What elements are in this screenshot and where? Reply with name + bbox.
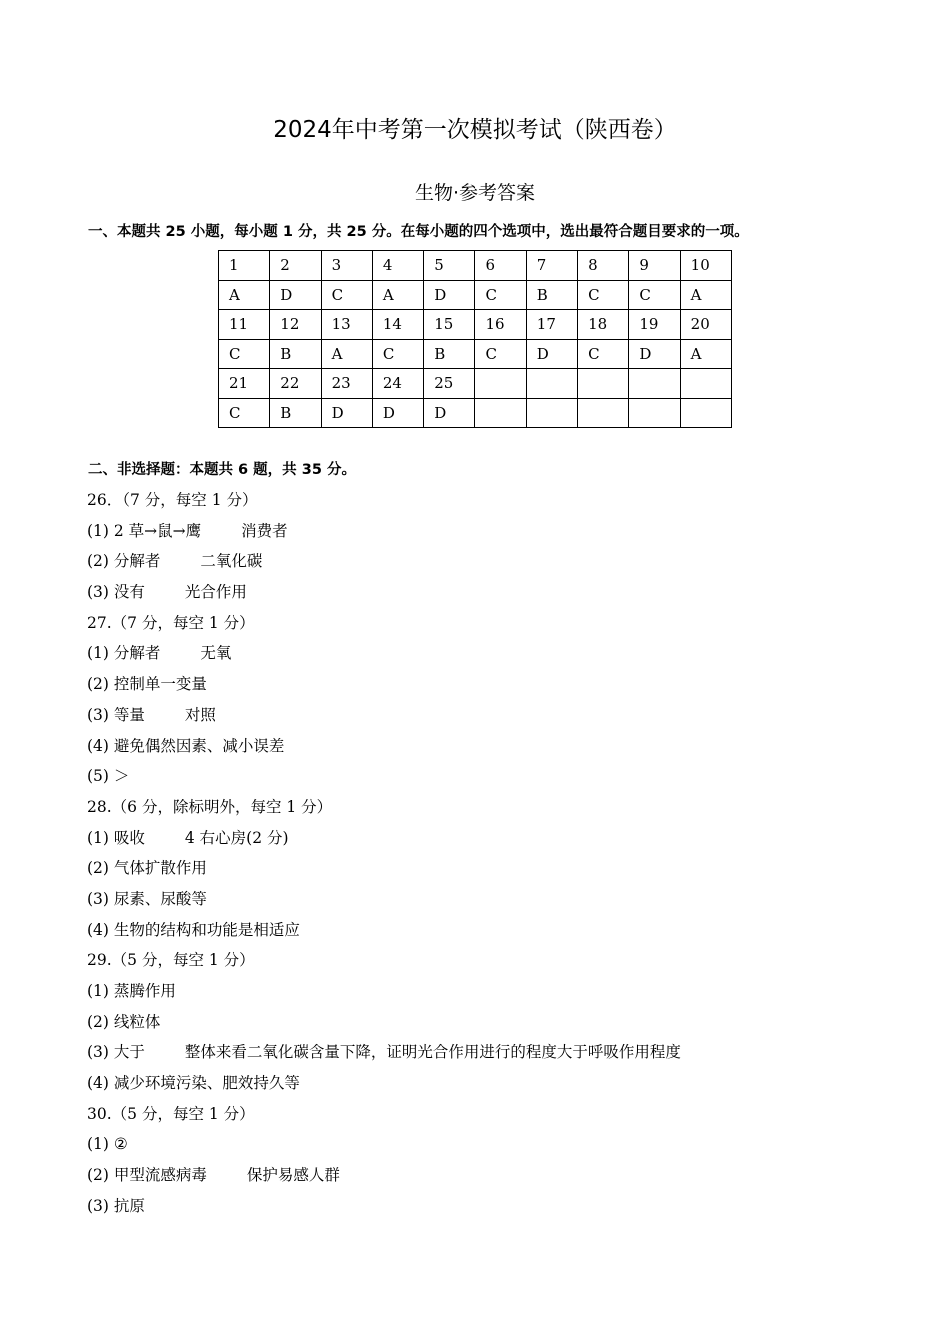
answer-cell: C xyxy=(219,339,270,369)
answer-cell: A xyxy=(680,339,731,369)
question-number-cell: 11 xyxy=(219,310,270,340)
answer-text: (3) 等量 xyxy=(87,705,145,724)
answer-cell: C xyxy=(578,280,629,310)
answer-text: (3) 尿素、尿酸等 xyxy=(87,889,207,908)
answer-cell: A xyxy=(219,280,270,310)
answer-text: (2) 气体扩散作用 xyxy=(87,859,207,878)
question-number-cell: 4 xyxy=(372,251,423,281)
question-number-cell: 5 xyxy=(424,251,475,281)
answer-text-extra: 对照 xyxy=(184,705,216,724)
answer-line xyxy=(87,976,917,1007)
answer-text: (3) 抗原 xyxy=(87,1196,145,1215)
answer-cell xyxy=(680,398,731,428)
answer-cell: B xyxy=(424,339,475,369)
answer-cell: B xyxy=(270,398,321,428)
question-number-cell: 6 xyxy=(475,251,526,281)
answer-line xyxy=(87,761,917,792)
page-subtitle: 生物·参考答案 xyxy=(414,182,536,204)
answer-cell xyxy=(526,398,577,428)
answer-text: 29.（5 分，每空 1 分） xyxy=(87,951,255,970)
answer-line xyxy=(87,546,917,577)
question-number-cell: 8 xyxy=(578,251,629,281)
answer-cell: B xyxy=(526,280,577,310)
answer-cell: D xyxy=(526,339,577,369)
answer-text: (5) ＞ xyxy=(87,767,130,786)
answer-line xyxy=(87,1160,917,1191)
answer-text-extra: 无氧 xyxy=(200,644,232,663)
answer-cell xyxy=(629,398,680,428)
answer-text: 27.（7 分，每空 1 分） xyxy=(87,613,255,632)
answer-table xyxy=(218,250,732,428)
question-number-cell xyxy=(475,369,526,399)
question-number-cell: 24 xyxy=(372,369,423,399)
answer-text: (3) 没有 xyxy=(87,583,145,602)
question-number-cell xyxy=(526,369,577,399)
answer-text-extra: 整体来看二氧化碳含量下降，证明光合作用进行的程度大于呼吸作用程度 xyxy=(184,1043,681,1062)
question-number-cell: 19 xyxy=(629,310,680,340)
answer-line xyxy=(87,853,917,884)
answer-cell: D xyxy=(372,398,423,428)
answer-line xyxy=(87,638,917,669)
question-number-cell: 23 xyxy=(321,369,372,399)
question-number-cell: 16 xyxy=(475,310,526,340)
answer-text: (4) 减少环境污染、肥效持久等 xyxy=(87,1074,300,1093)
question-number-cell: 7 xyxy=(526,251,577,281)
answer-line xyxy=(87,608,917,639)
answer-cell: D xyxy=(424,280,475,310)
question-number-cell: 18 xyxy=(578,310,629,340)
answer-cell: C xyxy=(629,280,680,310)
answer-line xyxy=(87,1037,917,1068)
answer-line xyxy=(87,669,917,700)
answer-cell: D xyxy=(629,339,680,369)
answer-line xyxy=(87,884,917,915)
answer-row xyxy=(219,398,732,428)
answer-text-extra: 消费者 xyxy=(241,521,288,540)
answer-line xyxy=(87,1068,917,1099)
answer-text: 26．（7 分，每空 1 分） xyxy=(87,491,258,509)
answer-text-extra: 光合作用 xyxy=(184,583,247,602)
answer-text: (4) 避免偶然因素、减小误差 xyxy=(87,736,285,755)
answer-text-extra: 二氧化碳 xyxy=(200,552,263,571)
answer-line xyxy=(87,792,917,823)
answer-row xyxy=(219,339,732,369)
answer-cell: C xyxy=(372,339,423,369)
answer-row xyxy=(219,280,732,310)
question-number-row xyxy=(219,369,732,399)
answer-line xyxy=(87,731,917,762)
question-number-cell xyxy=(629,369,680,399)
answer-text: (2) 线粒体 xyxy=(87,1012,161,1031)
answer-line xyxy=(87,915,917,946)
answer-text: (1) 吸收 xyxy=(87,828,145,847)
answer-line xyxy=(87,516,917,547)
answer-text: (1) 2 草→鼠→鹰 xyxy=(87,521,202,540)
question-number-cell: 25 xyxy=(424,369,475,399)
answer-cell: C xyxy=(578,339,629,369)
answer-line xyxy=(87,823,917,854)
answer-text: 28.（6 分，除标明外，每空 1 分） xyxy=(87,797,333,816)
question-number-row xyxy=(219,251,732,281)
section-1-heading: 一、本题共 25 小题，每小题 1 分，共 25 分。在每小题的四个选项中，选出最符合题目要求的一项。 xyxy=(88,224,749,240)
answer-text: (1) ② xyxy=(87,1135,128,1154)
answer-text: (2) 分解者 xyxy=(87,552,161,571)
question-number-cell: 15 xyxy=(424,310,475,340)
answer-line xyxy=(87,1007,917,1038)
answer-text-extra: 保护易感人群 xyxy=(246,1166,340,1185)
answer-cell: D xyxy=(270,280,321,310)
question-number-row xyxy=(219,310,732,340)
answer-line xyxy=(87,1191,917,1222)
answer-text: (1) 分解者 xyxy=(87,644,161,663)
question-number-cell: 2 xyxy=(270,251,321,281)
answer-cell: A xyxy=(321,339,372,369)
question-number-cell: 10 xyxy=(680,251,731,281)
question-number-cell: 22 xyxy=(270,369,321,399)
answer-cell: C xyxy=(219,398,270,428)
answer-cell: D xyxy=(321,398,372,428)
answer-line xyxy=(87,577,917,608)
section-2-heading: 二、非选择题：本题共 6 题，共 35 分。 xyxy=(88,462,356,478)
answer-line xyxy=(87,485,917,516)
answer-text: (4) 生物的结构和功能是相适应 xyxy=(87,920,300,939)
answer-cell: D xyxy=(424,398,475,428)
answer-cell xyxy=(475,398,526,428)
answer-text: 30.（5 分，每空 1 分） xyxy=(87,1104,255,1123)
answer-text: (2) 控制单一变量 xyxy=(87,675,207,694)
question-number-cell: 3 xyxy=(321,251,372,281)
answer-lines xyxy=(87,485,917,1222)
question-number-cell: 12 xyxy=(270,310,321,340)
answer-line xyxy=(87,1099,917,1130)
page-title: 2024年中考第一次模拟考试（陕西卷） xyxy=(273,117,677,143)
answer-line xyxy=(87,700,917,731)
answer-line xyxy=(87,945,917,976)
question-number-cell: 17 xyxy=(526,310,577,340)
answer-line xyxy=(87,1129,917,1160)
answer-cell: C xyxy=(475,280,526,310)
answer-cell: A xyxy=(680,280,731,310)
answer-cell: C xyxy=(475,339,526,369)
question-number-cell: 14 xyxy=(372,310,423,340)
question-number-cell xyxy=(680,369,731,399)
question-number-cell: 1 xyxy=(219,251,270,281)
question-number-cell: 20 xyxy=(680,310,731,340)
answer-cell: C xyxy=(321,280,372,310)
answer-text: (2) 甲型流感病毒 xyxy=(87,1166,207,1185)
answer-text-extra: 4 右心房(2 分) xyxy=(184,828,289,847)
answer-text: (1) 蒸腾作用 xyxy=(87,982,176,1000)
question-number-cell: 21 xyxy=(219,369,270,399)
answer-cell: A xyxy=(372,280,423,310)
answer-cell xyxy=(578,398,629,428)
answer-cell: B xyxy=(270,339,321,369)
question-number-cell: 9 xyxy=(629,251,680,281)
answer-text: (3) 大于 xyxy=(87,1043,145,1062)
question-number-cell xyxy=(578,369,629,399)
question-number-cell: 13 xyxy=(321,310,372,340)
